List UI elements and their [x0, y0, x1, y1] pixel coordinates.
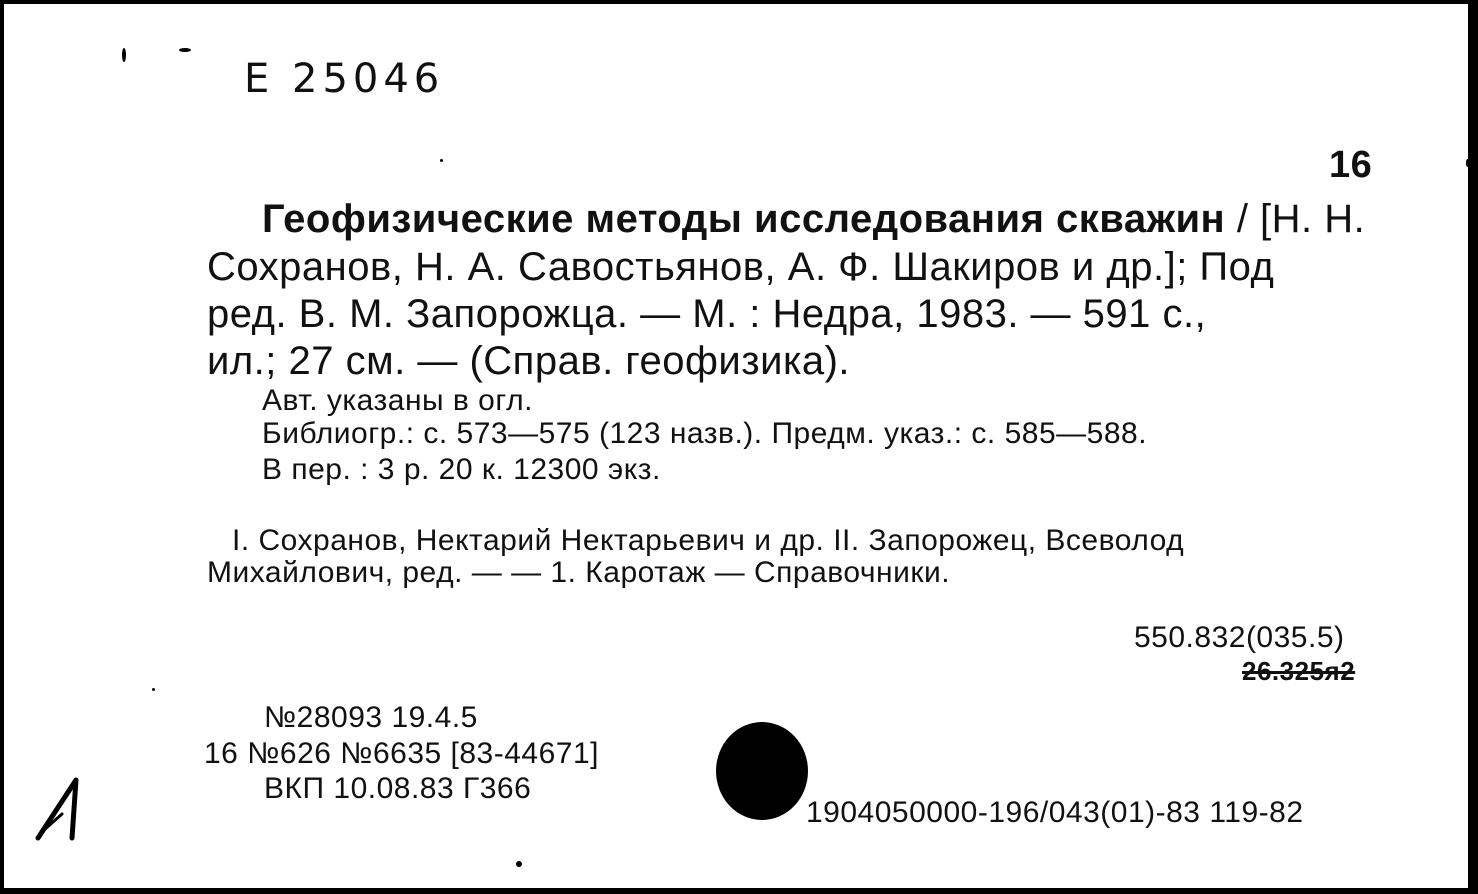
speck-mark [122, 48, 126, 62]
book-title: Геофизические методы исследования скважин [262, 197, 1226, 241]
bbk-index: 26.325я2 [1242, 656, 1356, 686]
registry-line-1: №28093 19.4.5 [264, 701, 478, 734]
main-line-4: ил.; 27 см. — (Справ. геофизика). [207, 339, 851, 383]
handwritten-mark-icon [32, 774, 102, 844]
speck-mark [516, 861, 522, 867]
note-bibliography: Библиогр.: с. 573—575 (123 назв.). Предм. указ.: с. 585—588. [262, 417, 1148, 450]
tracing-line-2: Михайлович, ред. — — 1. Каротаж — Справочники. [207, 556, 951, 589]
punch-hole [716, 722, 808, 820]
isbn-code: 1904050000-196/043(01)-83 119-82 [806, 796, 1304, 829]
registry-line-2: 16 №626 №6635 [83-44671] [204, 737, 599, 770]
speck-mark [152, 688, 155, 691]
tracing-line-1: I. Сохранов, Нектарий Нектарьевич и др. II. Запорожец, Всеволод [232, 524, 1185, 557]
authors-start: / [Н. Н. [1225, 197, 1366, 241]
note-price: В пер. : 3 р. 20 к. 12300 экз. [262, 453, 661, 486]
main-line-3: ред. В. М. Запорожца. — М. : Недра, 1983. — 591 с., [207, 292, 1207, 336]
speck-mark [1466, 159, 1469, 167]
registry-line-3: ВКП 10.08.83 Г366 [264, 772, 532, 805]
card-number: 16 [1329, 144, 1373, 186]
main-line-1 [262, 197, 1365, 242]
speck-mark [440, 159, 443, 162]
inventory-number: Е 25046 [244, 56, 445, 102]
udc-index: 550.832(035.5) [1134, 621, 1345, 654]
note-authors: Авт. указаны в огл. [262, 384, 533, 417]
main-line-2: Сохранов, Н. А. Савостьянов, А. Ф. Шакиров и др.]; Под [207, 245, 1275, 289]
speck-mark [179, 48, 191, 52]
